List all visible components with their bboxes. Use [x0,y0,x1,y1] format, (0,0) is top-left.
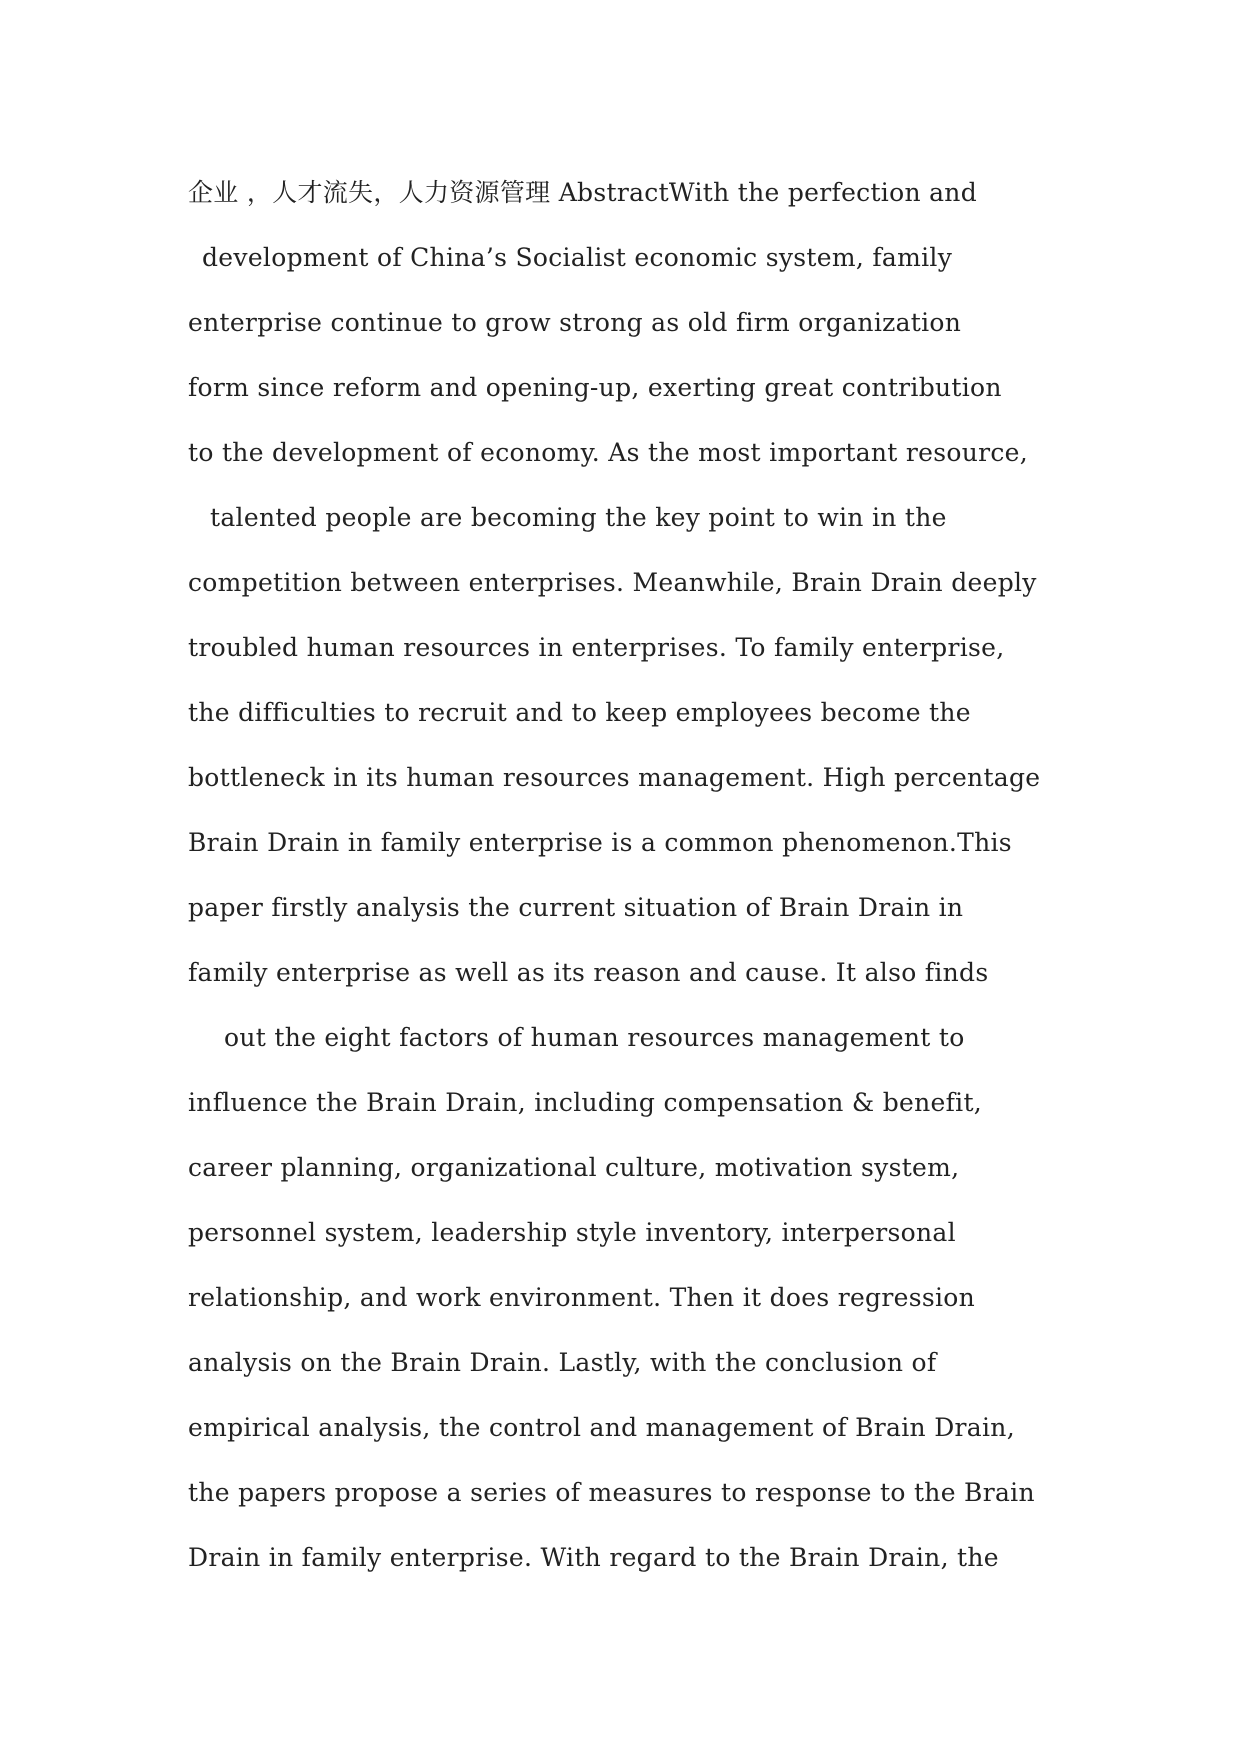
text-line: Drain in family enterprise. With regard to the Brain Drain, the [188,1543,999,1572]
text-line: empirical analysis, the control and management of Brain Drain, [188,1413,1015,1442]
text-line: personnel system, leadership style inventory, interpersonal [188,1218,956,1247]
text-line: to the development of economy. As the most important resource, [188,438,1029,467]
text-line: form since reform and opening-up, exerting great contribution [188,373,1002,402]
text-line: enterprise continue to grow strong as old firm organization [188,308,962,337]
text-line: family enterprise as well as its reason and cause. It also finds [188,958,989,987]
text-line: paper firstly analysis the current situation of Brain Drain in [188,893,964,922]
text-line: Brain Drain in family enterprise is a common phenomenon.This [188,828,1012,857]
text-line: relationship, and work environment. Then it does regression [188,1283,976,1312]
text-line: the difficulties to recruit and to keep employees become the [188,698,971,727]
text-line: 企业 ，人才流失，人力资源管理 AbstractWith the perfection and [188,178,978,207]
text-line: the papers propose a series of measures to response to the Brain [188,1478,1035,1507]
text-line: career planning, organizational culture, motivation system, [188,1153,960,1182]
text-line: analysis on the Brain Drain. Lastly, with the conclusion of [188,1348,937,1377]
text-line: bottleneck in its human resources management. High percentage [188,763,1041,792]
text-line: influence the Brain Drain, including compensation & benefit, [188,1088,983,1117]
text-line: out the eight factors of human resources management to [224,1023,965,1052]
text-line: troubled human resources in enterprises. To family enterprise, [188,633,1005,662]
abstract-text [188,160,1068,1590]
text-line: talented people are becoming the key point to win in the [210,503,947,532]
text-line: development of China’s Socialist economic system, family [202,243,953,272]
text-line: competition between enterprises. Meanwhile, Brain Drain deeply [188,568,1037,597]
